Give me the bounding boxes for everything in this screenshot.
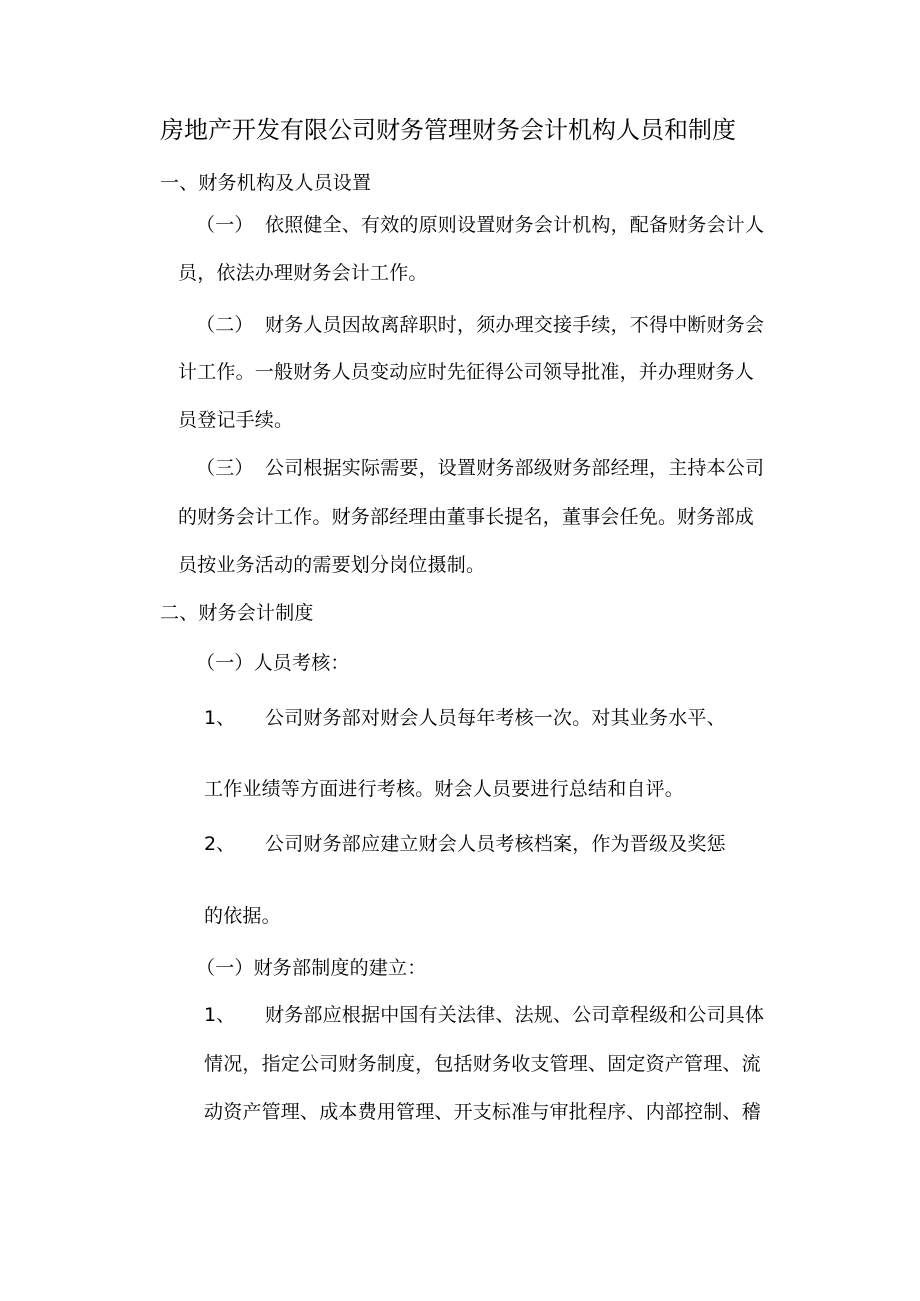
subsection-heading: （一）财务部制度的建立：	[196, 957, 427, 979]
paragraph-line: 员登记手续。	[178, 409, 294, 431]
paragraph-line: 的财务会计工作。财务部经理由董事长提名，董事会任免。财务部成	[178, 506, 755, 528]
paragraph-line: 公司财务部对财会人员每年考核一次。对其业务水平、	[265, 707, 726, 729]
paragraph-line: 情况，指定公司财务制度，包括财务收支管理、固定资产管理、流	[204, 1053, 761, 1075]
subsection-heading: （一）人员考核：	[196, 652, 350, 674]
item-marker: 2、	[204, 833, 236, 855]
item-marker: 1、	[204, 1004, 236, 1026]
item-marker: （二）	[196, 314, 254, 336]
paragraph-line: 的依据。	[204, 905, 281, 927]
section-heading: 一、财务机构及人员设置	[160, 172, 372, 194]
paragraph-line: 财务部应根据中国有关法律、法规、公司章程级和公司具体	[265, 1004, 765, 1026]
paragraph-line: 依照健全、有效的原则设置财务会计机构，配备财务会计人	[265, 214, 765, 236]
paragraph-line: 公司根据实际需要，设置财务部级财务部经理，主持本公司	[265, 457, 765, 479]
paragraph-line: 计工作。一般财务人员变动应时先征得公司领导批准，并办理财务人	[178, 361, 755, 383]
document-title: 房地产开发有限公司财务管理财务会计机构人员和制度	[160, 116, 736, 144]
section-heading: 二、财务会计制度	[160, 602, 314, 624]
paragraph-line: 工作业绩等方面进行考核。财会人员要进行总结和自评。	[204, 778, 685, 800]
paragraph-line: 员按业务活动的需要划分岗位摄制。	[178, 554, 486, 576]
item-marker: （三）	[196, 457, 254, 479]
paragraph-line: 动资产管理、成本费用管理、开支标准与审批程序、内部控制、稽	[204, 1101, 761, 1123]
paragraph-line: 财务人员因故离辞职时，须办理交接手续，不得中断财务会	[265, 314, 765, 336]
item-marker: 1、	[204, 707, 236, 729]
item-marker: （一）	[196, 214, 254, 236]
paragraph-line: 公司财务部应建立财会人员考核档案，作为晋级及奖惩	[265, 833, 726, 855]
paragraph-line: 员，依法办理财务会计工作。	[178, 262, 428, 284]
